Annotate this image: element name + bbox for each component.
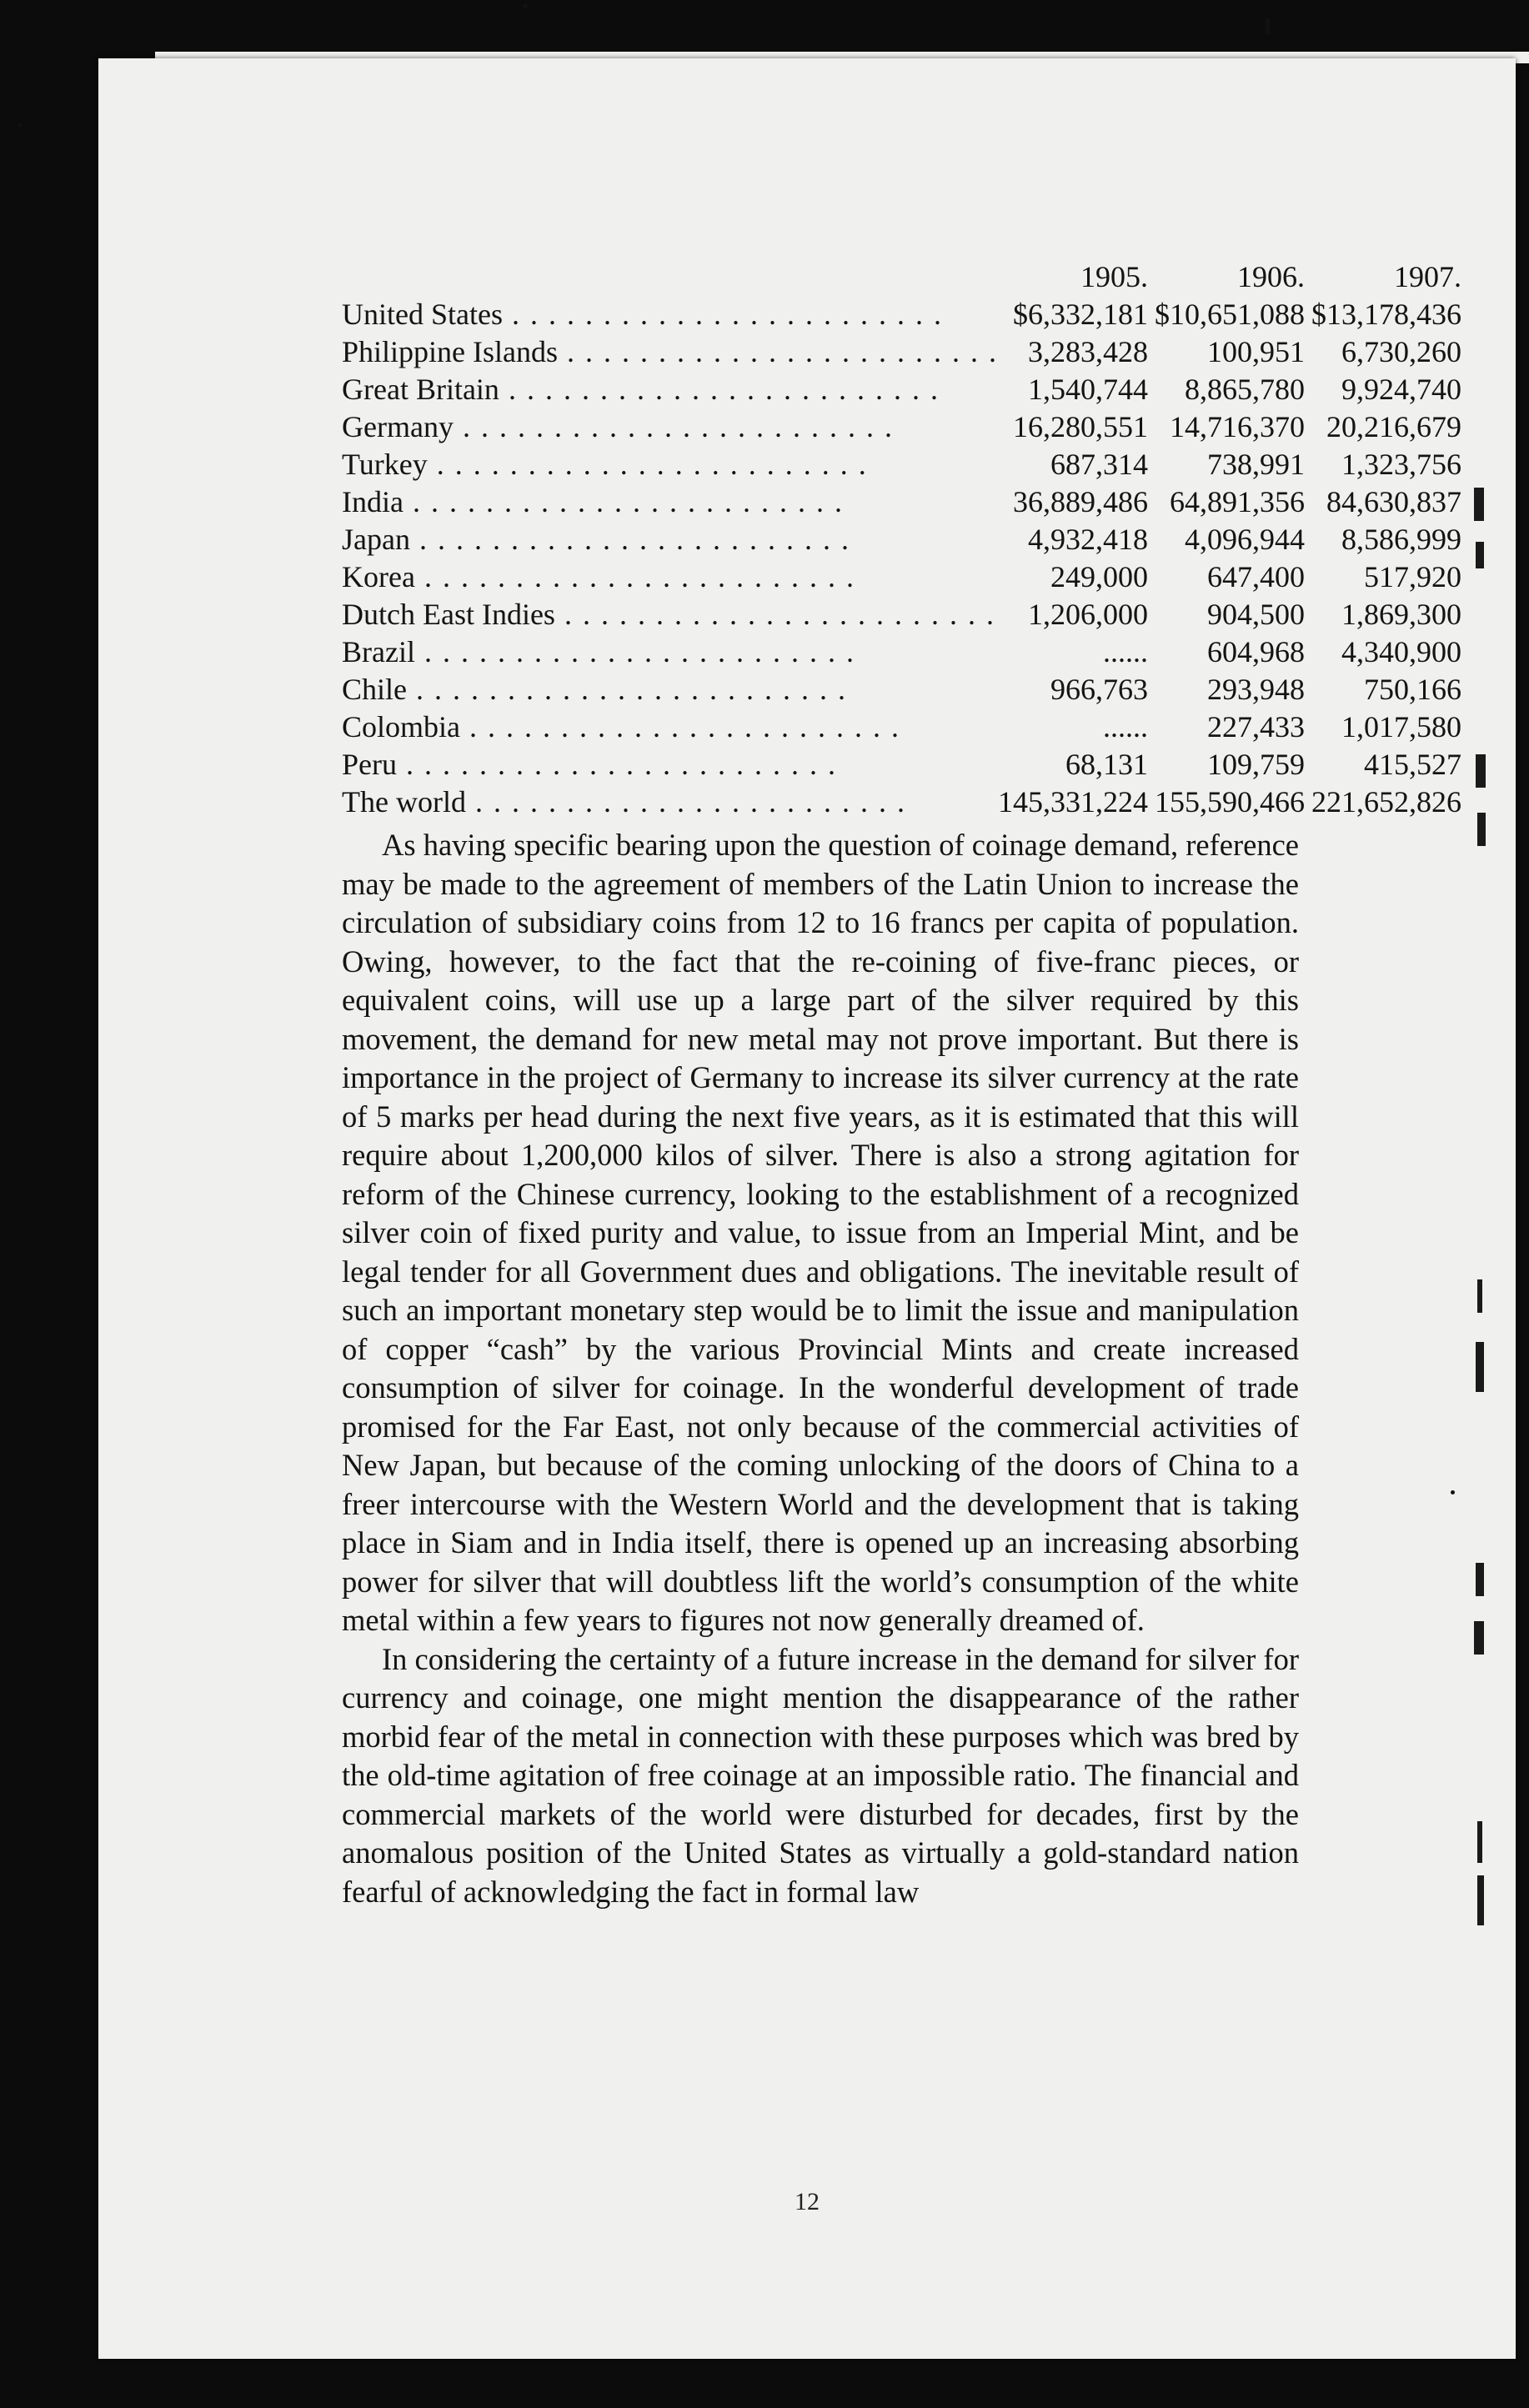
value-1906-cell: 904,500 [1207,598,1305,631]
paragraph: In considering the certainty of a future increase in the demand for silver for currency and coinage, one might mention the disappearance of the rather morbid fear of the metal in connection with these purposes which was bred by the old-time agitation of free coinage at an impossible ratio. The financial and commercial markets of the world were disturbed for decades, first by the anomalous position of the United States as virtually a gold-standard nation fearful of acknowledging the fact in formal law [342,1641,1299,1909]
header-year: 1907. [1394,260,1461,293]
country-name: Chile . . . [342,673,847,706]
value-1906-cell: 155,590,466 [1155,785,1305,819]
scan-speck [523,3,528,8]
value-1907-cell: 517,920 [1364,560,1461,593]
table-row [342,746,1468,783]
country-name: Brazil . . . [342,635,855,668]
table-row [342,521,1468,558]
silver-coinage-table [342,258,1468,821]
country-name: Germany . . . [342,410,894,443]
table-row [342,708,1468,746]
margin-mark [1476,1563,1484,1596]
table-row [342,408,1468,446]
country-cell [342,408,998,446]
value-1906-cell: $10,651,088 [1155,298,1305,331]
margin-mark [1474,1621,1484,1655]
value-1905-cell: 145,331,224 [998,785,1148,819]
margin-mark [1477,813,1486,846]
table-row [342,446,1468,483]
value-1907-cell: 221,652,826 [1311,785,1461,819]
paragraph: As having specific bearing upon the question of coinage demand, reference may be made to the agreement of members of the Latin Union to increase the circulation of subsidiary coins from 12 to 16 francs per capita of population. Owing, however, to the fact that the re-coining of five-franc pieces, or equivalent coins, will use up a large part of the silver required by this movement, the demand for new metal may not prove important. But there is importance in the project of Germany to increase its silver currency at the rate of 5 marks per head during the next five years, as it is estimated that this will require about 1,200,000 kilos of silver. There is also a strong agitation for reform of the Chinese currency, looking to the establishment of a recognized silver coin of fixed purity and value, to issue from an Imperial Mint, and be legal tender for all Government dues and obligations. The inevitable result of such an important monetary step would be to limit the issue and manipulation of copper “cash” by the various Provincial Mints and create increased consumption of silver for coinage. In the wonderful development of trade promised for the Far East, not only because of the commercial activities of New Japan, but because of the coming unlocking of the doors of China to a freer intercourse with the Western World and the development that is taking place in Siam and in India itself, there is opened up an increasing absorbing power for silver that will doubtless lift the world’s consumption of the white metal within a few years to figures not now generally dreamed of. [342,828,1299,1637]
country-cell [342,746,998,783]
value-1905-cell: $6,332,181 [1013,298,1148,331]
country-cell [342,296,998,333]
table-row [342,333,1468,371]
value-1907-cell: 1,323,756 [1341,448,1461,481]
value-1907-cell: 84,630,837 [1326,485,1461,518]
country-cell [342,558,998,596]
value-1906-cell: 738,991 [1207,448,1305,481]
value-1907-cell: 6,730,260 [1341,335,1461,368]
value-1906-cell: 4,096,944 [1185,523,1305,556]
value-1907-cell: 415,527 [1364,748,1461,781]
country-name: Colombia . . . [342,710,900,743]
value-1906-cell: 109,759 [1207,748,1305,781]
country-name: United States . . . [342,298,943,331]
margin-mark [1474,488,1484,521]
margin-mark [1476,754,1486,788]
value-1907-cell: 4,340,900 [1341,635,1461,668]
header-year: 1905. [1080,260,1148,293]
value-1905-cell: 249,000 [1050,560,1148,593]
table-header-row [342,258,1468,296]
country-name: Dutch East Indies . . . [342,598,995,631]
margin-mark [1476,542,1484,568]
value-1905-cell: 3,283,428 [1028,335,1148,368]
value-1905-cell: ...... [1103,710,1148,743]
value-1907-cell: 750,166 [1364,673,1461,706]
table-row [342,783,1468,821]
country-name: Korea . . . [342,560,855,593]
margin-mark [1477,1279,1482,1313]
country-cell [342,521,998,558]
table-row [342,558,1468,596]
value-1907-cell: 8,586,999 [1341,523,1461,556]
country-cell [342,708,998,746]
table-row [342,296,1468,333]
table-row [342,596,1468,633]
country-cell [342,333,998,371]
value-1905-cell: 1,540,744 [1028,373,1148,406]
country-name: Great Britain . . . [342,373,940,406]
country-cell [342,371,998,408]
value-1906-cell: 64,891,356 [1170,485,1305,518]
header-blank [342,258,998,296]
value-1906-cell: 8,865,780 [1185,373,1305,406]
table-row [342,483,1468,521]
table-row [342,633,1468,671]
value-1907-cell: 1,869,300 [1341,598,1461,631]
value-1907-cell: $13,178,436 [1311,298,1461,331]
country-cell [342,483,998,521]
scan-speck [18,123,22,127]
table-row [342,671,1468,708]
country-name: Turkey . . . [342,448,868,481]
scan-speck [1451,1490,1455,1494]
country-name: Philippine Islands . . . [342,335,998,368]
header-year: 1906. [1237,260,1305,293]
country-cell [342,783,998,821]
margin-mark [1476,1342,1484,1392]
value-1907-cell: 9,924,740 [1341,373,1461,406]
value-1906-cell: 604,968 [1207,635,1305,668]
value-1907-cell: 1,017,580 [1341,710,1461,743]
value-1905-cell: 1,206,000 [1028,598,1148,631]
value-1906-cell: 227,433 [1207,710,1305,743]
value-1906-cell: 293,948 [1207,673,1305,706]
country-name: The world . . . [342,785,906,819]
value-1907-cell: 20,216,679 [1326,410,1461,443]
value-1906-cell: 647,400 [1207,560,1305,593]
value-1905-cell: 68,131 [1065,748,1148,781]
table-row [342,371,1468,408]
value-1905-cell: 687,314 [1050,448,1148,481]
country-name: India . . . [342,485,844,518]
country-cell [342,446,998,483]
value-1905-cell: 16,280,551 [1013,410,1148,443]
value-1905-cell: 4,932,418 [1028,523,1148,556]
scan-speck [1266,18,1270,35]
country-cell [342,596,998,633]
value-1906-cell: 14,716,370 [1170,410,1305,443]
page-number: 12 [795,2188,820,2215]
margin-mark [1477,1821,1482,1863]
country-cell [342,633,998,671]
margin-mark [1477,1875,1484,1925]
country-name: Japan . . . [342,523,850,556]
value-1905-cell: 966,763 [1050,673,1148,706]
value-1905-cell: 36,889,486 [1013,485,1148,518]
country-name: Peru . . . [342,748,837,781]
value-1906-cell: 100,951 [1207,335,1305,368]
page-content [342,258,1461,1911]
value-1905-cell: ...... [1103,635,1148,668]
country-cell [342,671,998,708]
